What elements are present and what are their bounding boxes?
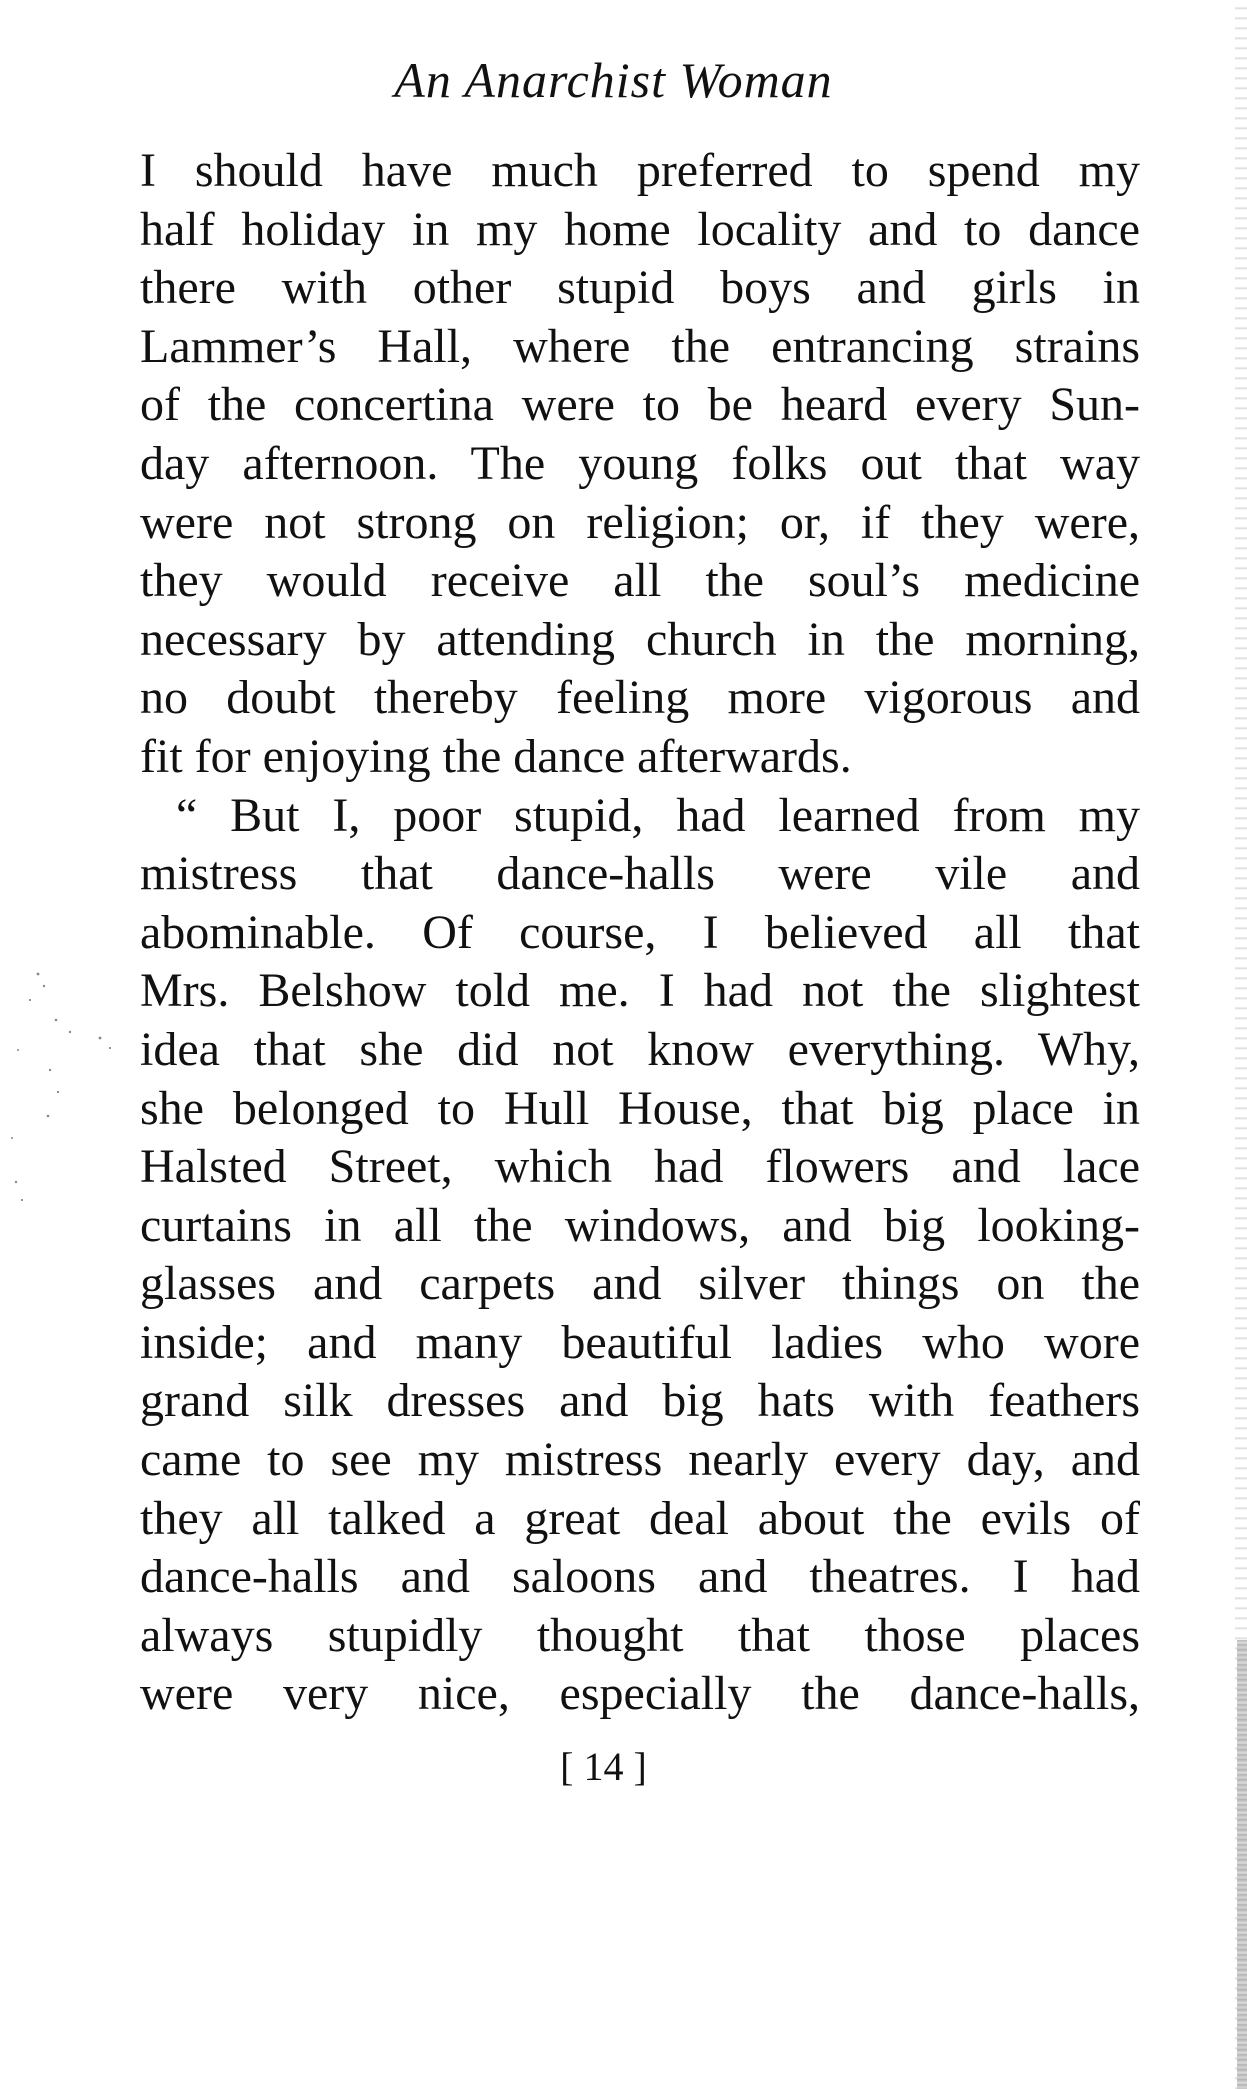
text-line: they all talked a great deal about the evils of — [140, 1491, 1140, 1545]
text-line: were very nice, especially the dance-halls, — [140, 1667, 1140, 1721]
body-text — [140, 142, 1140, 1724]
text-line: of the concertina were to be heard every Sun- — [140, 378, 1140, 432]
page-number: [ 14 ] — [560, 1744, 647, 1789]
text-line: always stupidly thought that those places — [140, 1608, 1140, 1662]
text-line: idea that she did not know everything. Why, — [140, 1022, 1140, 1076]
text-line: Lammer’s Hall, where the entrancing strains — [140, 319, 1140, 373]
text-line: half holiday in my home locality and to dance — [140, 202, 1140, 256]
text-line: abominable. Of course, I believed all that — [140, 905, 1140, 959]
text-line: day afternoon. The young folks out that way — [140, 436, 1140, 490]
running-head: An Anarchist Woman — [394, 52, 833, 108]
text-line: fit for enjoying the dance afterwards. — [140, 729, 852, 783]
text-line: inside; and many beautiful ladies who wore — [140, 1315, 1140, 1369]
text-line: they would receive all the soul’s medicine — [140, 554, 1140, 608]
text-line: were not strong on religion; or, if they were, — [140, 495, 1140, 549]
text-line: dance-halls and saloons and theatres. I had — [140, 1550, 1140, 1604]
text-line: mistress that dance-halls were vile and — [140, 847, 1140, 901]
text-line: glasses and carpets and silver things on the — [140, 1257, 1140, 1311]
scan-edge-dark — [1237, 1640, 1247, 2089]
text-line: came to see my mistress nearly every day, and — [140, 1433, 1140, 1487]
text-line: grand silk dresses and big hats with feathers — [140, 1374, 1140, 1428]
scan-specks — [0, 960, 140, 1260]
text-line: Halsted Street, which had flowers and lace — [140, 1140, 1140, 1194]
text-line: Mrs. Belshow told me. I had not the slightest — [140, 964, 1140, 1018]
text-line: there with other stupid boys and girls in — [140, 261, 1140, 315]
text-line: necessary by attending church in the morning, — [140, 612, 1140, 666]
text-line: curtains in all the windows, and big looking- — [140, 1198, 1140, 1252]
text-line: I should have much preferred to spend my — [140, 144, 1140, 197]
text-line: “ But I, poor stupid, had learned from my — [176, 788, 1140, 842]
text-line: no doubt thereby feeling more vigorous and — [140, 671, 1140, 725]
text-line: she belonged to Hull House, that big place in — [140, 1081, 1140, 1135]
